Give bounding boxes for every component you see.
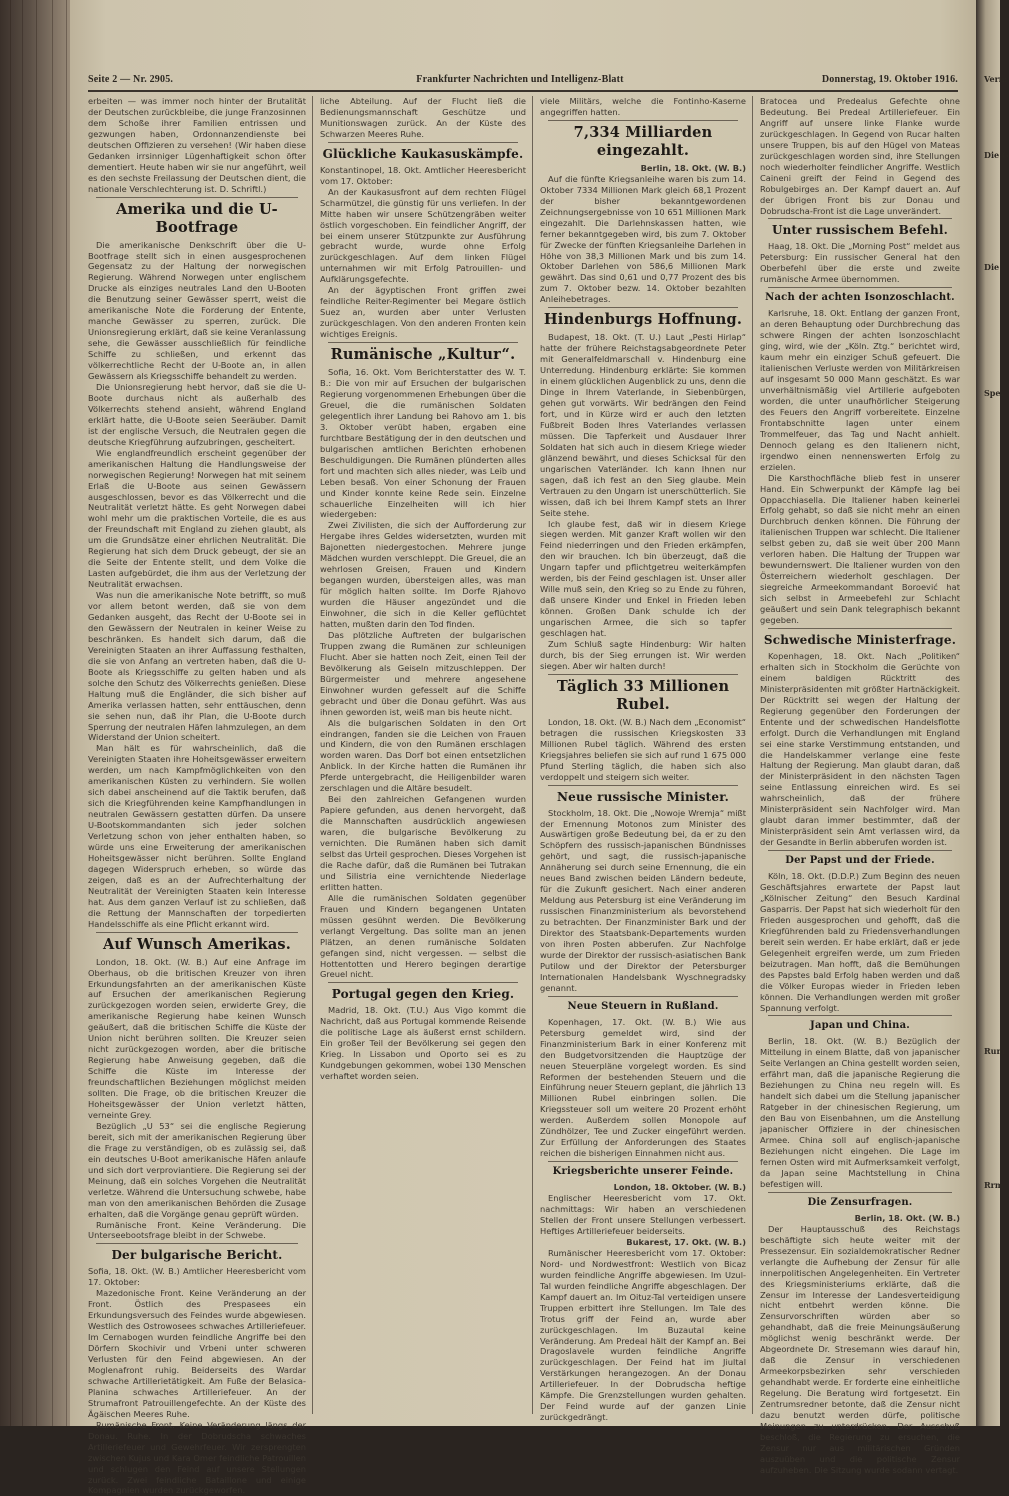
adjacent-page-fragment: Rrm <box>984 1180 1004 1190</box>
column-1-intro: erbeiten — was immer noch hinter der Brutalität der Deutschen zurückbleibe, die junge Franzosinnen dem Schoße ihrer Familien entrissen und gezwungen haben, Ordonnanzendienste bei deutschen Offizieren zu versehen! (Wir haben diese Gedanken irrsinniger Lügenhaftigkeit schon öfter dementiert. Heute haben wir sie nur angeführt, weil es den sechste Freilassung der Deutschen dient, die nationale Verschlechterung ist. D. Schriftl.) <box>88 96 306 194</box>
article-paragraph: Ich glaube fest, daß wir in diesem Kriege siegen werden. Mit ganzer Kraft wollen wir den Feind niederringen und den Frieden erkämpfen, den wir brauchen. Ich bin überzeugt, daß die Ungarn tapfer und pflichtgetreu weiterkämpfen werden, bis der Feind geschlagen ist. Unser aller Wille muß sein, den Krieg so zu Ende zu führen, daß unsere Kinder und Enkel in Frieden leben können. Großen Dank schulde ich der ungarischen Armee, die sich so tapfer geschlagen hat. <box>540 518 746 639</box>
article-paragraph: Zwei Zivilisten, die sich der Aufforderung zur Hergabe ihres Geldes widersetzten, wurden mit Bajonetten niedergestochen. Mehrere junge Mädchen wurden verschleppt. Die Greuel, die an wehrlosen Greisen, Frauen und Kindern begangen wurden, übersteigen alles, was man für möglich halten sollte. Im Dorfe Rjahovo wurden die Häuser angezündet und die Einwohner, die sich in die Keller geflüchtet hatten, mußten darin den Tod finden. <box>320 520 526 629</box>
article-paragraph: Die Karsthochfläche blieb fest in unserer Hand. Ein Schwerpunkt der Kämpfe lag bei Oppacchiasella. Die Italiener haben keinerlei Erfolg gehabt, so daß sie nicht mehr an einen Durchbruch denken können. Die Führung der italienischen Truppen war schlecht. Die Italiener selbst geben zu, daß sie weit über 200 Mann verloren haben. Die Haltung der Truppen war bewundernswert. Die Italiener wurden von den Österreichern wiederholt geschlagen. Der siegreiche Armeekommandant Boroević hat sich selbst in Armeebefehl zur Schlacht geäußert und sein Dank telegraphisch bekannt gegeben. <box>760 472 960 625</box>
article-paragraph: Kopenhagen, 17. Okt. (W. B.) Wie aus Petersburg gemeldet wird, sind der Finanzministerium Bark in einer Konferenz mit den Budgetvorsitzenden die Hauptzüge der neuen Steuerpläne vorgelegt worden. Es sind Reformen der bestehenden Steuern und die Einführung neuer Steuern geplant, die jährlich 13 Millionen Rubel einbringen sollen. Die Kriegssteuer soll um weitere 20 Prozent erhöht werden. Außerdem sollen Monopole auf Zündhölzer, Tee und Zucker eingeführt werden. Zur Erfüllung der Anforderungen des Staates reichen die bisherigen Einnahmen nicht aus. <box>540 1016 746 1159</box>
headline-neue-steuern: Neue Steuern in Rußland. <box>567 1000 719 1012</box>
article-separator <box>768 628 952 629</box>
article-paragraph: Der Hauptausschuß des Reichstags beschäftigte sich heute weiter mit der Pressezensur. Ein sozialdemokratischer Redner verlangte die Aufhebung der Zensur für alle innerpolitischen Angelegenheiten. Ein Vertreter des Kriegsministeriums erklärte, daß die Zensur im Interesse der Landesverteidigung nicht entbehrt werden könne. Die Zensurvorschriften würden aber so gehandhabt, daß die freie Meinungsäußerung möglichst wenig beschränkt werde. Der Abgeordnete Dr. Stresemann wies darauf hin, daß die Zensur in verschiedenen Armeekorpsbezirken sehr verschieden gehandhabt werde. Er forderte eine einheitliche Regelung. Die Beratung wird fortgesetzt. Ein Zentrumsredner betonte, daß die Zensur nicht dazu benutzt werden dürfe, politische Meinungen zu unterdrücken. Der Ausschuß beschloß, die Regierung zu ersuchen, die Zensur nur aus militärischen Gründen auszuüben und die politische Zensur aufzuheben. Die Sitzung wurde sodann vertagt. <box>760 1223 960 1475</box>
article-separator <box>328 142 518 143</box>
article-paragraph: Wie englandfreundlich erscheint gegenüber der amerikanischen Haltung die Handlungsweise der norwegischen Regierung! Norwegen hat mit seinem Erlaß die U-Boote aus seinen Gewässern ausgeschlossen, bevor es das Völkerrecht und die Neutralität verletzt hätte. Es geht Norwegen dabei wohl mehr um die praktischen Vorteile, die es aus der Freundschaft mit England zu ziehen glaubt, als um die Grundsätze einer ehrlichen Neutralität. Die Regierung hat sich dem Druck gebeugt, der sie an die Seite der Entente stellt, und dem Volke die Lasten aufgebürdet, die ihm aus der Verletzung der Neutralität erwachsen. <box>88 447 306 590</box>
article-separator <box>768 850 952 851</box>
headline-papst-friede: Der Papst und der Friede. <box>785 855 935 867</box>
article-separator <box>548 120 738 121</box>
headline-japan-china: Japan und China. <box>810 1020 910 1032</box>
column-4-intro: Bratocea und Predealus Gefechte ohne Bedeutung. Bei Predeal Artilleriefeuer. Ein Angriff auf unsere linke Flanke wurde zurückgeschlagen. In Gegend von Rucar halten unsere Truppen, bis auf den Hügel von Mateas zurückgeschlagen worden sind, ihre Stellungen noch wiederholter feindlicher Angriffe. Westlich Caineni greift der Feind in Gegend des Robulgebirges an. Der Kampf dauert an. Auf der übrigen Front bis zur Donau und Dobrudscha-Front ist die Lage unverändert. <box>760 96 960 216</box>
article-separator <box>548 674 738 675</box>
article-separator <box>768 287 952 288</box>
article-dateline: London, 18. Oktober. (W. B.) <box>613 1182 746 1193</box>
headline-hindenburgs-hoffnung: Hindenburgs Hoffnung. <box>543 311 743 329</box>
article-paragraph: Die Unionsregierung hebt hervor, daß sie die U-Boote durchaus nicht als außerhalb des Völkerrechts stehend ansieht, während England erklärt hatte, die U-Boote seien Seeräuber. Damit ist der englische Versuch, die Neutralen gegen die deutsche Kriegführung aufzubringen, gescheitert. <box>88 381 306 447</box>
article-separator <box>328 982 518 983</box>
headline-amerika-u-bootfrage: Amerika und die U-Bootfrage <box>116 200 278 236</box>
article-separator <box>96 1243 298 1244</box>
article-dateline: Konstantinopel, 18. Okt. Amtlicher Heeresbericht vom 17. Oktober: <box>320 164 526 186</box>
article-separator <box>96 932 298 933</box>
newspaper-page <box>70 0 976 1496</box>
article-paragraph: Alle die rumänischen Soldaten gegenüber Frauen und Kindern begangenen Untaten müssen gesühnt werden. Die Bevölkerung verlangt Vergeltung. Das sollte man an jenen Plätzen, an denen rumänische Soldaten gefangen sind, nicht vergessen. — selbst die Hottentotten und Herero begingen derartige Greuel nicht. <box>320 892 526 980</box>
article-paragraph: Mazedonische Front. Keine Veränderung an der Front. Östlich des Prespasees ein Erkundungsversuch des Feindes wurde abgewiesen. Westlich des Ostrowosees schwaches Artilleriefeuer. Im Cernabogen wurden feindliche Angriffe bei den Dörfern Skochivir und Vrbeni unter schweren Verlusten für den Feind abgewiesen. An der Moglenafront ruhig. Beiderseits des Wardar schwache Artillerietätigkeit. Am Fuße der Belasica-Planina schwaches Artilleriefeuer. An der Strumafront Patrouillengefechte. An der Küste des Ägäischen Meeres Ruhe. <box>88 1288 306 1419</box>
headline-millionen-rubel: Täglich 33 Millionen Rubel. <box>556 677 730 713</box>
article-dateline: Sofia, 18. Okt. (W. B.) Amtlicher Heeresbericht vom 17. Oktober: <box>88 1266 306 1288</box>
article-paragraph: Budapest, 18. Okt. (T. U.) Laut „Pesti Hirlap“ hatte der frühere Reichstagsabgeordnete Peter mit Generalfeldmarschall v. Hindenburg eine Unterredung. Hindenburg erklärte: Sie kommen in einem glücklichen Augenblick zu uns, denn die Dinge in Ihrem Vaterlande, in Siebenbürgen, gehen gut vorwärts. Wir bedrängen den Feind fort, und in Kürze wird er auch den letzten Fußbreit Boden Ihres Vaterlandes verlassen müssen. Die Tapferkeit und Ausdauer Ihrer Soldaten hat sich auch in diesem Kriege wieder glänzend bewährt, und dieses Schicksal für den ungarischen Vaterländer. Ich kann Ihnen nur sagen, daß ich fest an den Sieg glaube. Mein Vertrauen zu den Ungarn ist unerschütterlich. Sie wissen, daß ich bei Ihrem Kampf stets an Ihrer Seite stehe. <box>540 332 746 518</box>
article-paragraph: London, 18. Okt. (W. B.) Nach dem „Economist“ betragen die russischen Kriegskosten 33 Millionen Rubel täglich. Während des ersten Kriegsjahres beliefen sie sich auf rund 1 675 000 Pfund Sterling täglich, die haben sich also verdoppelt und steigern sich weiter. <box>540 716 746 782</box>
article-paragraph: Berlin, 18. Okt. (W. B.) Bezüglich der Mitteilung in einem Blatte, daß von japanischer Seite Verlangen an China gestellt worden seien, erfährt man, daß die japanische Regierung die Beziehungen zu China neu regeln will. Es handelt sich dabei um die Stellung japanischer Ratgeber in der chinesischen Regierung, um den Bau von Eisenbahnen, um die Anstellung japanischer Offiziere in der chinesischen Armee. China soll auf englisch-japanische Beziehungen nicht eingehen. Die Lage im fernen Osten wird mit Aufmerksamkeit verfolgt, da Japan seine Machtstellung in China befestigen will. <box>760 1036 960 1189</box>
article-paragraph: Man hält es für wahrscheinlich, daß die Vereinigten Staaten ihre Hoheitsgewässer erweitern werden, um nach Kampfmöglichkeiten von den amerikanischen Küsten zu verhindern. Sie wollen sich dabei anscheinend auf die Taktik berufen, daß sich die Kriegführenden keine Kampfhandlungen in neutralen Gewässern gestatten dürfen. Da unsere U-Bootskommandanten sich jeder solchen Verletzung schon von jeher enthalten haben, so würde uns eine Erweiterung der amerikanischen Hoheitsgewässer nicht berühren. Sollte England dagegen Widerspruch erheben, so würde das zeigen, daß es an der Aufrechterhaltung der Neutralität der Vereinigten Staaten kein Interesse hat. Aus dem ganzen Verlauf ist zu schließen, daß die Rettung der Mannschaften der torpedierten Handelsschiffe als eine Pflicht erkannt wird. <box>88 743 306 929</box>
article-paragraph: Was nun die amerikanische Note betrifft, so muß vor allem betont werden, daß sie von dem Gedanken ausgeht, das Recht der U-Boote sei in den Gewässern der Neutralen in keiner Weise zu beschränken. Es handelt sich darum, daß die Vereinigten Staaten an ihrer Auffassung festhalten, die sie von Anfang an vertreten haben, daß die U-Boote als Kriegsschiffe zu gelten haben und als solche den Schutz des Völkerrechts genießen. Diese Haltung muß die Engländer, die sich bisher auf Amerika verlassen hatten, sehr enttäuschen, denn sie sehen nun, daß ihr Plan, die U-Boote durch Sperrung der neutralen Häfen lahmzulegen, an dem Widerstand der Union scheitert. <box>88 590 306 743</box>
issue-date: Donnerstag, 19. Oktober 1916. <box>821 74 958 85</box>
article-dateline: Bukarest, 17. Okt. (W. B.) <box>626 1236 746 1247</box>
article-separator <box>548 996 738 997</box>
article-separator <box>548 307 738 308</box>
headline-zensurfragen: Die Zensurfragen. <box>807 1196 913 1208</box>
article-paragraph: Karlsruhe, 18. Okt. Entlang der ganzen Front, an deren Behauptung oder Durchbrechung das schwere Ringen der achten Isonzoschlacht ging, wird, wie der „Köln. Ztg.“ berichtet wird, kaum mehr ein einziger Schuß gefeuert. Die italienischen Verluste werden von Militärkreisen auf insgesamt 50 000 Mann geschätzt. Es war unverhältnismäßig viel Artillerie aufgeboten worden, die unter unaufhörlicher Steigerung des Feuers den Angriff vorbereitete. Einzelne Frontabschnitte lagen unter einem Trommelfeuer, das Tag und Nacht anhielt. Dennoch gelang es den Italienern nicht, irgendwo einen nennenswerten Erfolg zu erzielen. <box>760 308 960 472</box>
article-separator <box>548 1161 738 1162</box>
column-3 <box>540 96 746 1423</box>
headline-bulgarischer-bericht: Der bulgarische Bericht. <box>111 1248 283 1263</box>
article-separator <box>328 342 518 343</box>
headline-rumaenische-kultur: Rumänische „Kultur“. <box>330 346 516 364</box>
column-2 <box>320 96 526 1414</box>
adjacent-page-edge <box>976 0 1009 1426</box>
headline-portugal: Portugal gegen den Krieg. <box>331 987 515 1002</box>
article-separator <box>548 785 738 786</box>
column-2-intro: liche Abteilung. Auf der Flucht ließ die Bedienungsmannschaft Geschütze und Munitionswagen zurück. An der Küste des Schwarzen Meeres Ruhe. <box>320 96 526 139</box>
headline-kriegsberichte: Kriegsberichte unserer Feinde. <box>552 1166 734 1178</box>
article-paragraph: London, 18. Okt. (W. B.) Auf eine Anfrage im Oberhaus, ob die britischen Kreuzer von ihren Erkundungsfahrten an der amerikanischen Küste auf Ersuchen der amerikanischen Regierung zurückgezogen worden seien, erwiderte Grey, die amerikanische Regierung habe keinen Wunsch geäußert, daß die britischen Schiffe die Küste der Union nicht berühren sollten. Die Kreuzer seien nicht zurückgezogen worden, aber die britische Regierung habe Anweisung gegeben, daß die Schiffe die Küste im Interesse der freundschaftlichen Beziehungen möglichst meiden sollten. Die Frage, ob die britischen Kreuzer die Hoheitsgewässer der Union verletzt hätten, verneinte Grey. <box>88 956 306 1120</box>
article-paragraph: Zum Schluß sagte Hindenburg: Wir halten durch, bis der Sieg errungen ist. Wir werden siegen. Aber wir halten durch! <box>540 638 746 671</box>
article-paragraph: Kopenhagen, 18. Okt. Nach „Politiken“ erhalten sich in Stockholm die Gerüchte von einem baldigen Rücktritt des Ministerpräsidenten mit größter Hartnäckigkeit. Der Rücktritt sei wegen der Haltung der Regierung gegenüber den Forderungen der Entente und der schwedischen Handelsflotte erfolgt. Durch die Verhandlungen mit England sei eine starke Verstimmung entstanden, und die Handelskammer verlange eine feste Haltung der Regierung. Man glaubt daran, daß der Ministerpräsident in den nächsten Tagen seine Entlassung einreichen wird. Es sei wahrscheinlich, daß der frühere Ministerpräsident sein Nachfolger wird. Man glaubt daran immer bestimmter, daß der Ministerpräsident sein Amt verlassen wird, da der Gesandte in Berlin abberufen worden ist. <box>760 650 960 848</box>
article-separator <box>768 1192 952 1193</box>
article-paragraph: Rumänische Front. Keine Veränderung. Die Unterseebootsfrage bleibt in der Schwebe. <box>88 1219 306 1241</box>
headline-auf-wunsch-amerikas: Auf Wunsch Amerikas. <box>102 935 292 953</box>
column-rule <box>752 96 753 1414</box>
article-separator <box>768 218 952 219</box>
article-paragraph: Stockholm, 18. Okt. Die „Nowoje Wremja“ mißt der Ernennung Motonos zum Minister des Auswärtigen große Bedeutung bei, da er zu den Schöpfern des russisch-japanischen Bündnisses gehört, und sagt, die russisch-japanische Annäherung sei durch seine Ernennung, die ein neues Band zwischen beiden Ländern bedeute, für die Zukunft gesichert. Nach einer anderen Meldung aus Petersburg ist eine Veränderung im russischen Finanzministerium als bevorstehend zu betrachten. Der Finanzminister Bark und der Direktor des Staatsbank-Departements wurden von ihren Posten abberufen. Zur Nachfolge wurde der Direktor der russisch-asiatischen Bank Putilow und der Direktor der Petersburger Internationalen Handelsbank Wyschnegradsky genannt. <box>540 807 746 993</box>
headline-russischer-befehl: Unter russischem Befehl. <box>771 223 949 238</box>
article-dateline: Berlin, 18. Okt. (W. B.) <box>640 162 746 173</box>
column-1 <box>88 96 306 1496</box>
column-4 <box>760 96 960 1475</box>
article-paragraph: Die amerikanische Denkschrift über die U-Bootfrage stellt sich in einen ausgesprochenen Gegensatz zu der Haltung der norwegischen Regierung. Während Norwegen unter englischem Drucke als einziges neutrales Land den U-Booten die Benutzung seiner Gewässer sperrt, weist die amerikanische Note die Forderung der Entente, manche Gewässer zu sperren, zurück. Die Unionsregierung erklärt, daß sie keine Veranlassung sehe, die Gewässer ausschließlich für feindliche Schiffe zu schließen, und erkennt das völkerrechtliche Recht der U-Boote an, in allen Gewässern als Kriegsschiffe behandelt zu werden. <box>88 239 306 382</box>
headline-isonzoschlacht: Nach der achten Isonzoschlacht. <box>765 292 955 304</box>
article-separator <box>96 197 298 198</box>
article-paragraph: Haag, 18. Okt. Die „Morning Post“ meldet aus Petersburg: Ein russischer General hat den Oberbefehl über die erste und zweite rumänische Armee übernommen. <box>760 241 960 285</box>
article-paragraph: Rumänischer Heeresbericht vom 17. Oktober: Nord- und Nordwestfront: Westlich von Bicaz wurden feindliche Angriffe abgewiesen. Im Uzul-Tal wurden feindliche Angriffe abgeschlagen. Der Kampf dauert an. Im Oituz-Tal verteidigen unsere Truppen erbittert ihre Stellungen. Im Tale des Trotus griff der Feind an, wurde aber zurückgeschlagen. Im Buzautal keine Veränderung. Am Predeal hält der Kampf an. Bei Dragoslavele wurden feindliche Angriffe zurückgeschlagen. Der Feind hat im Jiultal Verstärkungen herangezogen. An der Donau Artilleriefeuer. In der Dobrudscha heftige Kämpfe. Die Grenzstellungen wurden gehalten. Der Feind wurde auf der ganzen Linie zurückgedrängt. <box>540 1247 746 1423</box>
article-separator <box>768 1015 952 1016</box>
headline-milliarden: 7,334 Milliarden eingezahlt. <box>573 123 713 159</box>
column-3-intro: viele Militärs, welche die Fontinho-Kaserne angegriffen hatten. <box>540 96 746 117</box>
column-rule <box>532 96 533 1414</box>
column-rule <box>312 96 313 1414</box>
article-paragraph: Englischer Heeresbericht vom 17. Okt. nachmittags: Wir haben an verschiedenen Stellen der Front unsere Stellungen verbessert. Heftiges Artilleriefeuer beiderseits. <box>540 1193 746 1236</box>
article-paragraph: Rumänische Front. Keine Veränderung längs der Donau. Ruhe. In der Dobrudscha schwaches Artilleriefeuer und Gewehrfeuer. Wir zersprengten zwischen Kujus und Kara Omer feindliche Patrouillen und schlugen den Feind auf unsere Stellungen zurück. Zwei feindliche Bataillone und einige Kompagnien wurden zurückgeworfen. <box>88 1419 306 1496</box>
article-paragraph: Köln, 18. Okt. (D.D.P.) Zum Beginn des neuen Geschäftsjahres erwartete der Papst laut „Kölnischer Zeitung“ den Besuch Kardinal Gasparris. Der Papst hat sich wiederholt für den Frieden ausgesprochen und gehofft, daß die Kriegführenden bald zu Friedensverhandlungen bereit sein werden. Er habe erklärt, daß er jede Gelegenheit ergreifen werde, um zum Frieden beizutragen. Man hofft, daß die Bemühungen des Papstes bald Erfolg haben werden und daß die Völker Europas wieder in Frieden leben können. Die Verhandlungen werden mit großer Spannung verfolgt. <box>760 871 960 1013</box>
article-paragraph: Madrid, 18. Okt. (T.U.) Aus Vigo kommt die Nachricht, daß aus Portugal kommende Reisende die politische Lage als äußerst ernst schildern. Ein großer Teil der Bevölkerung sei gegen den Krieg. In Lissabon und Oporto sei es zu Kundgebungen gekommen, wobei 130 Menschen verhaftet worden seien. <box>320 1005 526 1082</box>
adjacent-page-fragment: Verm <box>984 74 1008 84</box>
article-paragraph: Als die bulgarischen Soldaten in den Ort eindrangen, fanden sie die Leichen von Frauen und Kindern, die von den Rumänen erschlagen worden waren. Das Dorf bot einen entsetzlichen Anblick. In der Kirche hatten die Rumänen ihr Pferde untergebracht, die Heiligenbilder waren zerschlagen und die Altäre besudelt. <box>320 717 526 794</box>
adjacent-page-fragment: Die G <box>984 150 1009 160</box>
article-paragraph: Das plötzliche Auftreten der bulgarischen Truppen zwang die Rumänen zur schleunigen Flucht. Aber sie hatten noch Zeit, einen Teil der Bevölkerung als Geiseln mitzuschleppen. Der Bürgermeister und mehrere angesehene Einwohner wurden gefesselt auf die Schiffe gebracht und über die Donau geführt. Was aus ihnen geworden ist, weiß man bis heute nicht. <box>320 629 526 717</box>
article-paragraph: An der Kaukasusfront auf dem rechten Flügel Scharmützel, die günstig für uns verliefen. In der Mitte haben wir unsere Schützengräben weiter östlich vorgeschoben. Ein feindlicher Angriff, der bei einem unserer Stützpunkte zur Ausführung gebracht wurde, wurde ohne Erfolg zurückgeschlagen. Auf dem linken Flügel unternahmen wir mit Erfolg Patrouillen- und Aufklärungsgefechte. <box>320 186 526 285</box>
article-paragraph: Sofia, 16. Okt. Vom Berichterstatter des W. T. B.: Die von mir auf Ersuchen der bulgarischen Regierung vorgenommenen Erhebungen über die Greuel, die die rumänischen Soldaten gelegentlich ihrer Landung bei Rahovo am 1. bis 3. Oktober verübt haben, ergaben eine furchtbare Bestätigung der in den deutschen und bulgarischen amtlichen Berichten erhobenen Beschuldigungen. Die Rumänen plünderten alles fort und machten sich alles nieder, was Leib und Leben besaß. Von einer Schonung der Frauen und Kinder konnte keine Rede sein. Einzelne schauerliche Einzelheiten will ich hier wiedergeben: <box>320 367 526 520</box>
header-rule <box>88 90 958 92</box>
headline-neue-russische-minister: Neue russische Minister. <box>556 789 730 804</box>
page-number: Seite 2 — Nr. 2905. <box>88 74 174 85</box>
adjacent-page-fragment: Spei <box>984 388 1004 398</box>
article-paragraph: Auf die fünfte Kriegsanleihe waren bis zum 14. Oktober 7334 Millionen Mark gleich 68,1 Prozent der bisher bekanntgewordenen Zeichnungsergebnisse von 10 651 Millionen Mark eingezahlt. Die Darlehnskassen hatten, wie ferner bekanntgegeben wird, bis zum 7. Oktober für Zwecke der fünften Kriegsanleihe Darlehen in Höhe von 38,3 Millionen Mark und bis zum 14. Oktober Darlehen von 586,6 Millionen Mark gewährt. Das sind 0,61 und 0,77 Prozent des bis zum 7. Oktober bezw. 14. Oktober bezahlten Anleihebetrages. <box>540 173 746 305</box>
adjacent-page-fragment: Rum <box>984 1046 1005 1056</box>
adjacent-page-fragment: Die <box>984 262 1000 272</box>
masthead: Frankfurter Nachrichten und Intelligenz-Blatt <box>416 74 624 85</box>
article-dateline: Berlin, 18. Okt. (W. B.) <box>854 1212 960 1223</box>
headline-schwedische-ministerfrage: Schwedische Ministerfrage. <box>763 632 957 647</box>
headline-kaukasuskaempfe: Glückliche Kaukasuskämpfe. <box>322 146 524 161</box>
article-paragraph: An der ägyptischen Front griffen zwei feindliche Reiter-Regimenter bei Megare östlich Suez an, wurden aber unter Verlusten zurückgeschlagen. Von den anderen Fronten kein wichtiges Ereignis. <box>320 285 526 340</box>
article-paragraph: Bei den zahlreichen Gefangenen wurden Papiere gefunden, aus denen hervorgeht, daß die Mannschaften ausdrücklich angewiesen waren, die bulgarische Bevölkerung zu vernichten. Die Rumänen haben sich damit selbst das Urteil gesprochen. Dieses Vorgehen ist die Rache dafür, daß die Rumänen bei Tutrakan und Silistria eine vernichtende Niederlage erlitten hatten. <box>320 794 526 892</box>
article-paragraph: Bezüglich „U 53“ sei die englische Regierung bereit, sich mit der amerikanischen Regierung über die Frage zu verständigen, ob es zulässig sei, daß ein deutsches U-Boot amerikanische Häfen anlaufe und sich dort verproviantiere. Die Regierung sei der Meinung, daß ein solches Vorgehen die Neutralität verletze. Während die Untersuchung schwebe, habe man von den amerikanischen Behörden die Zusage erhalten, daß die Vorgänge genau geprüft würden. <box>88 1120 306 1219</box>
